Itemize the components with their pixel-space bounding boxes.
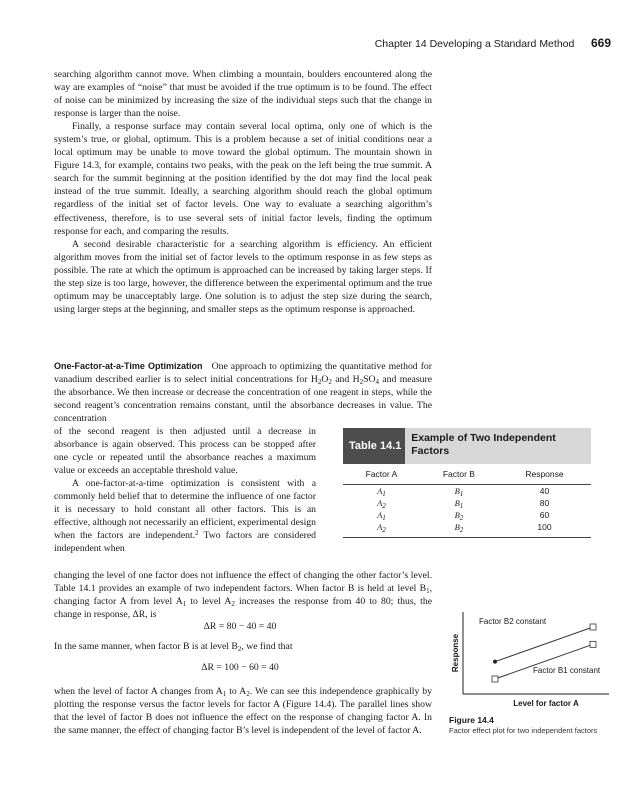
figure-caption-block: [449, 716, 609, 735]
x-axis-label: Level for factor A: [513, 699, 579, 708]
paragraph-1: searching algorithm cannot move. When climbing a mountain, boulders encountered along the way are examples of “noise” that must be avoided if the true optimum is to be found. The effect of noise can be minimized by increasing the size of the individual steps such that the change in response is larger than the noise.: [54, 69, 432, 120]
paragraph-7: when the level of factor A changes from $A_1$ to $A_2$. We can see this independence graphically by plotting the response versus the factor levels for factor A (Figure 14.4). The parallel lines show that the level of factor B does not influence the effect on the response of changing factor A. In the same manner, the effect of changing factor B’s level is independent of the level of factor A.: [54, 686, 432, 737]
table-14-1: [343, 428, 591, 538]
header-factor-b: Factor B: [420, 467, 498, 485]
paragraph-2: Finally, a response surface may contain several local optima, only one of which is the system’s true, or global, optimum. This is a problem because a set of initial conditions near a local optimum may be unable to move toward the global optimum. The mountain shown in Figure 14.3, for example, contains two peaks, with the peak on the left being the true summit. A search for the summit beginning at the position identified by the dot may find the local peak instead of the true summit. Ideally, a searching algorithm should reach the global optimum regardless of the initial set of factor levels. One way to evaluate a searching algorithm’s effectiveness, therefore, is to use several sets of initial factor levels, finding the optimum response for each, and comparing the results.: [54, 121, 432, 237]
table-row: $A_1$ $B_1$ 40: [377, 486, 550, 498]
data-point-b2-a2: [590, 624, 596, 630]
y-axis-label: Response: [451, 633, 460, 673]
narrow-text: [54, 425, 316, 555]
table-row: $A_2$ $B_1$ 80: [377, 498, 550, 510]
table-caption: Example of Two Independent Factors: [411, 432, 556, 457]
main-text-bottom: [54, 569, 432, 621]
paragraph-4-cont: of the second reagent is then adjusted until a decrease in absorbance is again observed. This process can be stopped after one cycle or repeated until the absorbance reaches a maximum value or exceeds an acceptable threshold value.: [54, 426, 316, 477]
equation-2: ΔR = 100 − 60 = 40: [201, 662, 279, 673]
data-point-b2-a1: [493, 660, 497, 664]
paragraph-3: A second desirable characteristic for a searching algorithm is efficiency. An efficient algorithm moves from the initial set of factor levels to the optimum response in as few steps as possible. The rate at which the optimum is approached can be increased by taking larger steps. If the step size is too large, however, the difference between the experimental optimum and the true optimum may be unacceptably large. One solution is to adjust the step size during the search, using larger steps at the beginning, and smaller steps as the optimum response is approached.: [54, 238, 432, 315]
data-point-b1-a1: [492, 676, 498, 682]
table-row: $A_1$ $B_2$ 60: [377, 510, 550, 522]
paragraph-5: A one-factor-at-a-time optimization is consistent with a commonly held belief that to determine the influence of one factor it is necessary to hold constant all other factors. This is an effective, although not necessarily an efficient, experimental design when the factors are independent.$^2$ Two factors are considered independent when: [54, 478, 316, 555]
data-point-b1-a2: [590, 641, 596, 647]
data-table: [343, 467, 591, 538]
table-label: Table 14.1: [343, 428, 405, 464]
section-one-factor: [54, 360, 432, 425]
equation-1: ΔR = 80 − 40 = 40: [203, 621, 277, 632]
series-line-b2: [495, 627, 593, 662]
annotation-b1: Factor B1 constant: [533, 666, 601, 675]
table-row: $A_2$ $B_2$ 100: [377, 522, 552, 534]
header-factor-a: Factor A: [343, 467, 420, 485]
paragraph-5-cont: changing the level of one factor does not influence the effect of changing the other factor’s level. Table 14.1 provides an example of two independent factors. When factor B is held at level $B_1$, changing factor A from level $A_1$ to level $A_2$ increases the response from 40 to 80; thus, the change in response, ΔR, is: [54, 570, 432, 621]
page-number: 669: [590, 36, 611, 50]
factor-effect-plot: [449, 606, 614, 710]
paragraph-4: One-Factor-at-a-Time Optimization One approach to optimizing the quantitative method for vanadium described earlier is to select initial concentrations for $H_2O_2$ and $H_2SO_4$ and measure the absorbance. We then increase or decrease the concentration of one reagent in steps, while the second reagent’s concentration remains constant, until the absorbance decreases in value. The concentration: [54, 361, 432, 425]
paragraph-6: In the same manner, when factor B is at level $B_2$, we find that: [54, 641, 293, 653]
section-heading: One-Factor-at-a-Time Optimization: [54, 361, 203, 371]
chapter-title: Chapter 14 Developing a Standard Method: [374, 38, 575, 50]
table-title-bar: [343, 428, 591, 464]
running-head: [0, 36, 611, 50]
figure-label: Figure 14.4: [449, 715, 494, 725]
annotation-b2: Factor B2 constant: [479, 617, 547, 626]
main-text-top: [54, 68, 432, 316]
header-response: Response: [498, 467, 591, 485]
figure-caption: Factor effect plot for two independent factors: [449, 725, 598, 735]
